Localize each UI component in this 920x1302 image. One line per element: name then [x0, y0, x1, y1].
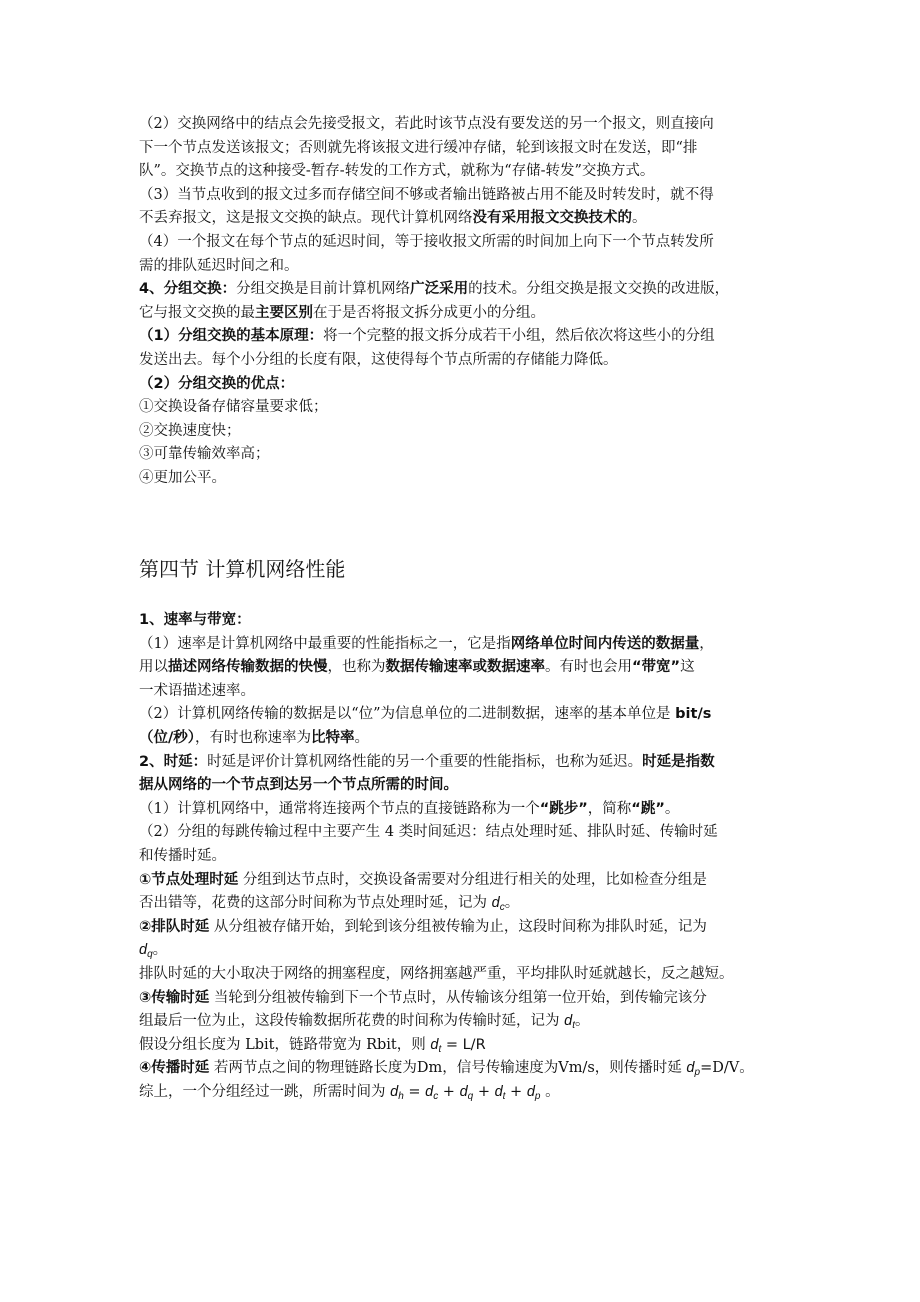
- math-subscript: t: [572, 1020, 575, 1032]
- text-run: 分组到达节点时，交换设备需要对分组进行相关的处理，比如检查分组是: [238, 871, 707, 888]
- math-symbol: d: [494, 1083, 503, 1100]
- text-run: =D/V。: [700, 1060, 754, 1077]
- section-heading-line: [139, 751, 789, 775]
- bold-text: ①节点处理时延: [139, 871, 239, 888]
- paragraph-line: 需的排队延迟时间之和。: [139, 257, 299, 274]
- text-run: 若两节点之间的物理链路长度为Dm，信号传输速度为Vm/s，则传播时延: [209, 1060, 687, 1077]
- math-symbol: d: [425, 1083, 434, 1100]
- math-subscript: q: [147, 949, 153, 961]
- list-item: ①交换设备存储容量要求低；: [139, 399, 328, 416]
- list-item: ②交换速度快；: [139, 422, 241, 439]
- paragraph-line: 和传播时延。: [139, 847, 226, 864]
- bold-text: ④传播时延: [139, 1060, 210, 1077]
- bold-text: ②排队时延: [139, 918, 210, 935]
- bold-text: “跳步”: [539, 800, 588, 817]
- math-subscript: p: [534, 1090, 541, 1102]
- text-run: 当轮到分组被传输到下一个节点时，从传输该分组第一位开始，到传输完该分: [209, 989, 707, 1006]
- text-run: 分组交换是目前计算机网络: [236, 281, 411, 298]
- math-operator: +: [473, 1083, 495, 1100]
- paragraph-line: [139, 207, 789, 231]
- text-run: （2）计算机网络传输的数据是以“位”为信息单位的二进制数据，速率的基本单位是: [139, 706, 671, 723]
- paragraph-line: （4）一个报文在每个节点的延迟时间，等于接收报文所需的时间加上向下一个节点转发所: [139, 233, 714, 250]
- text-run: 组最后一位为止，这段传输数据所花费的时间称为传输时延，记为: [139, 1013, 565, 1030]
- formula-text: = L/R: [441, 1036, 486, 1053]
- bold-text: 主要区别: [255, 304, 313, 321]
- text-run: 。: [664, 800, 680, 817]
- text-run: 的技术。分组交换是报文交换的改进版，: [468, 281, 730, 298]
- text-run: ，: [699, 635, 714, 652]
- bold-text: “跳”: [631, 800, 665, 817]
- bold-text: 1、速率与带宽：: [139, 612, 251, 628]
- paragraph-line: [139, 869, 789, 893]
- summary-formula-line: [139, 1081, 789, 1105]
- math-subscript: t: [438, 1043, 442, 1055]
- bold-text: 描述网络传输数据的快慢: [168, 659, 328, 676]
- bold-text: 时延是指数: [642, 753, 715, 770]
- paragraph-line: [139, 1010, 789, 1034]
- subheading-line: [139, 373, 789, 397]
- math-symbol: d: [459, 1083, 468, 1100]
- bold-text: （2）分组交换的优点：: [139, 375, 295, 392]
- text-run: 这: [680, 659, 695, 676]
- paragraph-line: [139, 325, 789, 349]
- paragraph-line: （2）交换网络中的结点会先接受报文，若此时该节点没有要发送的另一个报文，则直接向: [139, 116, 714, 132]
- math-operator: +: [505, 1083, 527, 1100]
- math-symbol: d: [491, 895, 500, 912]
- bold-text: 广泛采用: [410, 281, 469, 298]
- text-run: 。: [632, 210, 647, 227]
- text-run: 在于是否将报文拆分成更小的分组。: [313, 304, 545, 321]
- bold-text: 4、分组交换：: [139, 281, 237, 298]
- text-run: 。: [540, 1083, 560, 1100]
- math-subscript: c: [433, 1090, 439, 1102]
- math-subscript: q: [467, 1090, 474, 1102]
- paragraph-line: [139, 798, 789, 822]
- bottom-text-block: [139, 609, 789, 1104]
- paragraph-line: 一术语描述速率。: [139, 682, 255, 699]
- math-operator: =: [403, 1083, 426, 1100]
- text-run: 时延是评价计算机网络性能的另一个重要的性能指标，也称为延迟。: [207, 753, 643, 770]
- text-run: 它与报文交换的最: [139, 304, 255, 321]
- bold-text: 2、时延：: [139, 753, 208, 770]
- section-title: 第四节 计算机网络性能: [139, 557, 346, 581]
- paragraph-line: 下一个节点发送该报文；否则就先将该报文进行缓冲存储，轮到该报文时在发送，即“排: [139, 139, 698, 156]
- paragraph-line: （2）分组的每跳传输过程中主要产生 4 类时间延迟：结点处理时延、排队时延、传输时延: [139, 824, 718, 841]
- text-run: 将一个完整的报文拆分成若干小组，然后依次将这些小的分组: [323, 328, 715, 345]
- math-symbol: d: [430, 1036, 439, 1053]
- paragraph-line: [139, 1034, 789, 1058]
- bold-text: 比特率: [311, 729, 355, 746]
- text-run: 。有时也会用: [545, 659, 632, 676]
- paragraph-line: 队”。交换节点的这种接受-暂存-转发的工作方式，就称为“存储-转发”交换方式。: [139, 163, 655, 180]
- text-run: 用以: [139, 659, 168, 676]
- text-run: ，有时也称速率为: [195, 729, 312, 746]
- paragraph-line: [139, 1057, 789, 1081]
- text-run: ，简称: [587, 800, 632, 817]
- text-run: （1）速率是计算机网络中最重要的性能指标之一，它是指: [139, 635, 511, 652]
- text-run: 从分组被存储开始，到轮到该分组被传输为止，这段时间称为排队时延，记为: [209, 918, 707, 935]
- paragraph-line: [139, 633, 789, 657]
- paragraph-line: 发送出去。每个小分组的长度有限，这使得每个节点所需的存储能力降低。: [139, 351, 618, 368]
- math-subscript: p: [694, 1067, 701, 1079]
- paragraph-line: [139, 892, 789, 916]
- paragraph-line: [139, 987, 789, 1011]
- paragraph-line: [139, 302, 789, 326]
- text-run: 不丢弃报文，这是报文交换的缺点。现代计算机网络: [139, 210, 473, 227]
- math-operator: +: [438, 1083, 460, 1100]
- paragraph-line: （3）当节点收到的报文过多而存储空间不够或者输出链路被占用不能及时转发时，就不得: [139, 186, 714, 203]
- bold-text: “带宽”: [632, 659, 681, 676]
- list-item: ③可靠传输效率高；: [139, 446, 270, 463]
- bold-text: （1）分组交换的基本原理：: [139, 328, 324, 345]
- math-symbol: d: [564, 1013, 573, 1030]
- section-heading-line: [139, 278, 789, 302]
- text-run: 综上，一个分组经过一跳，所需时间为: [139, 1083, 391, 1100]
- bold-text: ③传输时延: [139, 989, 210, 1006]
- math-subscript: c: [499, 902, 505, 914]
- math-symbol: d: [686, 1060, 695, 1077]
- text-run: 否出错等，花费的这部分时间称为节点处理时延，记为: [139, 895, 492, 912]
- bold-text: 据从网络的一个节点到达另一个节点所需的时间。: [139, 777, 458, 794]
- math-symbol: d: [139, 942, 148, 959]
- paragraph-line: [139, 656, 789, 680]
- paragraph-line: 排队时延的大小取决于网络的拥塞程度，网络拥塞越严重，平均排队时延就越长，反之越短。: [139, 965, 734, 982]
- bold-text: 没有采用报文交换技术的: [472, 210, 632, 227]
- section-heading-line: [139, 609, 789, 633]
- math-subscript: h: [398, 1090, 404, 1102]
- text-run: 。: [354, 729, 370, 746]
- bold-text: 数据传输速率或数据速率: [385, 659, 545, 676]
- top-text-block: [139, 113, 789, 491]
- text-run: 。: [152, 942, 168, 959]
- text-run: （1）计算机网络中，通常将连接两个节点的直接链路称为一个: [139, 800, 540, 817]
- paragraph-line: [139, 703, 789, 727]
- math-symbol: d: [390, 1083, 399, 1100]
- math-subscript: t: [502, 1090, 506, 1102]
- paragraph-line: [139, 727, 789, 751]
- text-run: 假设分组长度为 Lbit，链路带宽为 Rbit，则: [139, 1036, 431, 1053]
- math-symbol: d: [526, 1083, 535, 1100]
- bold-text: （位/秒）: [139, 729, 196, 746]
- paragraph-line: [139, 774, 789, 798]
- paragraph-line: [139, 916, 789, 940]
- bold-text: 网络单位时间内传送的数据量: [510, 635, 700, 652]
- list-item: ④更加公平。: [139, 469, 226, 486]
- text-run: ，也称为: [327, 659, 386, 676]
- paragraph-line: [139, 939, 789, 963]
- text-run: 。: [574, 1013, 590, 1030]
- bold-text: bit/s: [675, 706, 712, 723]
- text-run: 。: [504, 895, 520, 912]
